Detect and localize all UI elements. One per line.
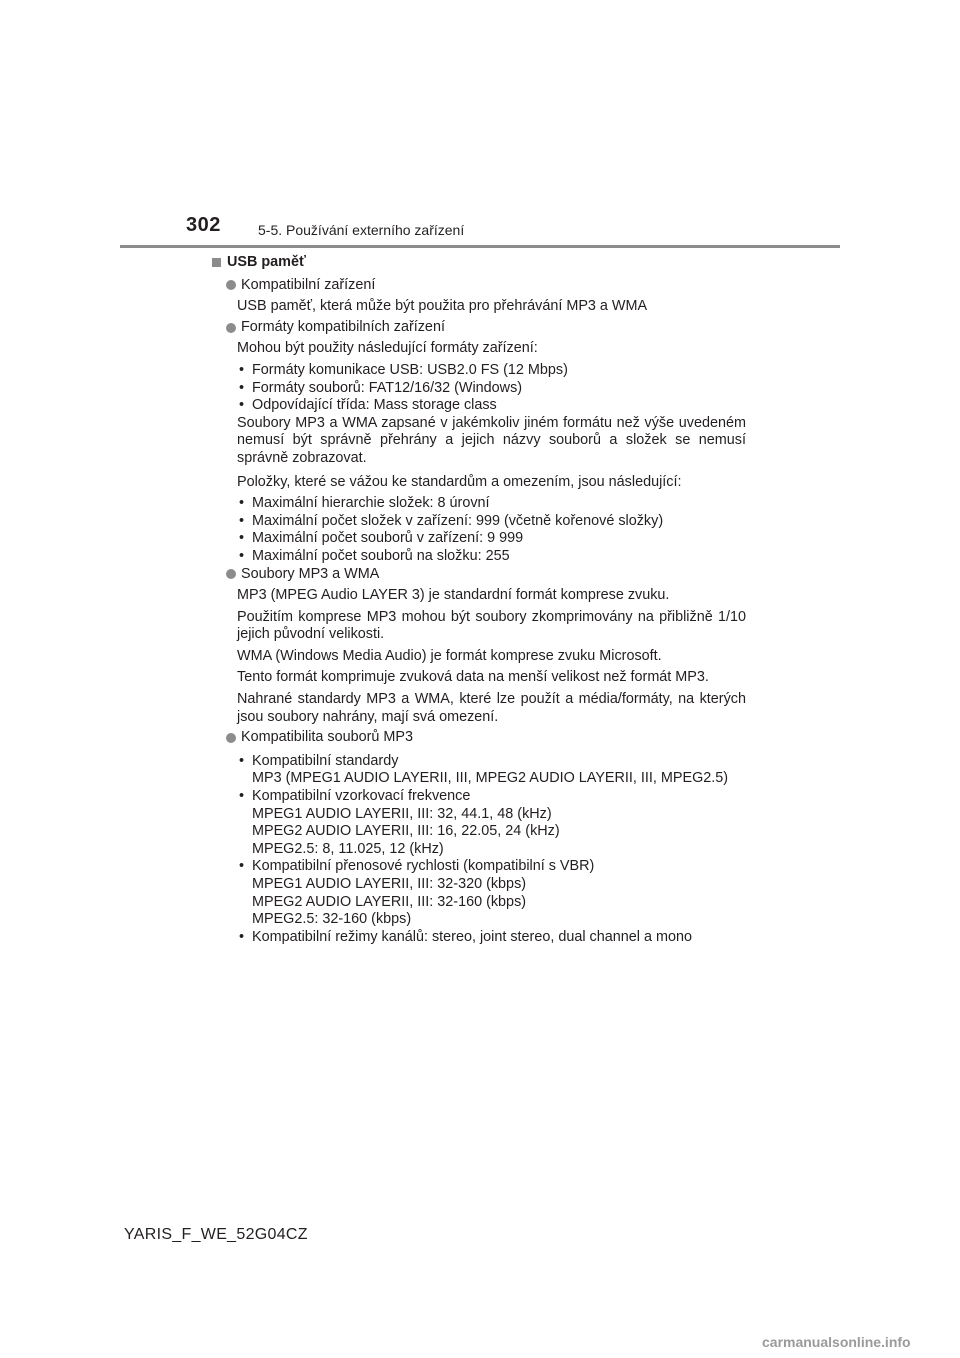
- list-item: [237, 858, 746, 928]
- list-item: • Formáty souborů: FAT12/16/32 (Windows): [237, 380, 746, 398]
- bullet-mp3-wma-files: [210, 566, 746, 584]
- list-item: • Formáty komunikace USB: USB2.0 FS (12 Mbps): [237, 362, 746, 380]
- paragraph: Soubory MP3 a WMA zapsané v jakémkoliv jiném formátu než výše uvedeném nemusí být správně přehrány a jejich názvy souborů a složek se nemusí správně zobrazovat.: [237, 414, 746, 466]
- bullet-title: Kompatibilní zařízení: [241, 276, 376, 293]
- list-item: • Maximální počet souborů v zařízení: 9 999: [237, 530, 746, 548]
- usb-section-title: [210, 254, 746, 272]
- document-code: YARIS_F_WE_52G04CZ: [124, 1226, 308, 1243]
- list-item: [237, 788, 746, 858]
- mp3-compat-list: [237, 753, 746, 947]
- item-label: • Kompatibilní přenosové rychlosti (kompatibilní s VBR): [252, 858, 595, 875]
- circle-bullet-icon: [226, 733, 236, 743]
- watermark-text: carmanualsonline.info: [762, 1334, 911, 1350]
- bullet-title: Kompatibilita souborů MP3: [241, 729, 413, 746]
- circle-bullet-icon: [226, 323, 236, 333]
- paragraph: Nahrané standardy MP3 a WMA, které lze použít a média/formáty, na kterých jsou soubory nahrány, mají svá omezení.: [237, 691, 746, 725]
- item-label: • Kompatibilní režimy kanálů: stereo, joint stereo, dual channel a mono: [252, 928, 692, 945]
- item-line: MPEG2.5: 32-160 (kbps): [252, 911, 412, 928]
- paragraph: USB paměť, která může být použita pro přehrávání MP3 a WMA: [237, 298, 648, 315]
- item-line: MP3 (MPEG1 AUDIO LAYERII, III, MPEG2 AUDIO LAYERII, III, MPEG2.5): [252, 770, 729, 787]
- item-label: • Kompatibilní vzorkovací frekvence: [252, 788, 471, 805]
- page-content: [210, 254, 746, 946]
- bullet-mp3-compatibility: [210, 729, 746, 747]
- item-line: MPEG2 AUDIO LAYERII, III: 32-160 (kbps): [252, 893, 527, 910]
- paragraph: Položky, které se vážou ke standardům a omezením, jsou následující:: [237, 473, 682, 490]
- item-line: MPEG2.5: 8, 11.025, 12 (kHz): [252, 840, 444, 857]
- circle-bullet-icon: [226, 569, 236, 579]
- bullet-compatible-devices: [210, 277, 746, 295]
- circle-bullet-icon: [226, 280, 236, 290]
- list-item: • Maximální hierarchie složek: 8 úrovní: [237, 495, 746, 513]
- paragraph: WMA (Windows Media Audio) je formát komprese zvuku Microsoft.: [237, 647, 662, 664]
- item-line: MPEG2 AUDIO LAYERII, III: 16, 22.05, 24 (kHz): [252, 823, 560, 840]
- usb-section-label: USB paměť: [227, 254, 306, 270]
- list-item: • Maximální počet složek v zařízení: 999 (včetně kořenové složky): [237, 513, 746, 531]
- item-line: MPEG1 AUDIO LAYERII, III: 32-320 (kbps): [252, 876, 527, 892]
- bullet-title: Formáty kompatibilních zařízení: [241, 318, 445, 335]
- list-item: • Odpovídající třída: Mass storage class: [237, 397, 746, 415]
- item-line: MPEG1 AUDIO LAYERII, III: 32, 44.1, 48 (kHz): [252, 805, 552, 822]
- paragraph: MP3 (MPEG Audio LAYER 3) je standardní formát komprese zvuku.: [237, 587, 670, 604]
- paragraph: Mohou být použity následující formáty zařízení:: [237, 340, 538, 357]
- bullet-title: Soubory MP3 a WMA: [241, 565, 380, 582]
- header-divider: [120, 245, 840, 248]
- limits-list: [237, 495, 746, 565]
- format-list: [237, 362, 746, 415]
- bullet-device-formats: [210, 319, 746, 337]
- item-label: • Kompatibilní standardy: [252, 752, 399, 769]
- section-heading: 5-5. Používání externího zařízení: [258, 222, 465, 238]
- paragraph: Použitím komprese MP3 mohou být soubory zkomprimovány na přibližně 1/10 jejich původní velikosti.: [237, 608, 746, 643]
- list-item: [237, 929, 746, 947]
- square-bullet-icon: [212, 258, 221, 267]
- page-number: 302: [186, 214, 221, 236]
- list-item: • Maximální počet souborů na složku: 255: [237, 548, 746, 566]
- paragraph: Tento formát komprimuje zvuková data na menší velikost než formát MP3.: [237, 669, 709, 686]
- list-item: [237, 753, 746, 788]
